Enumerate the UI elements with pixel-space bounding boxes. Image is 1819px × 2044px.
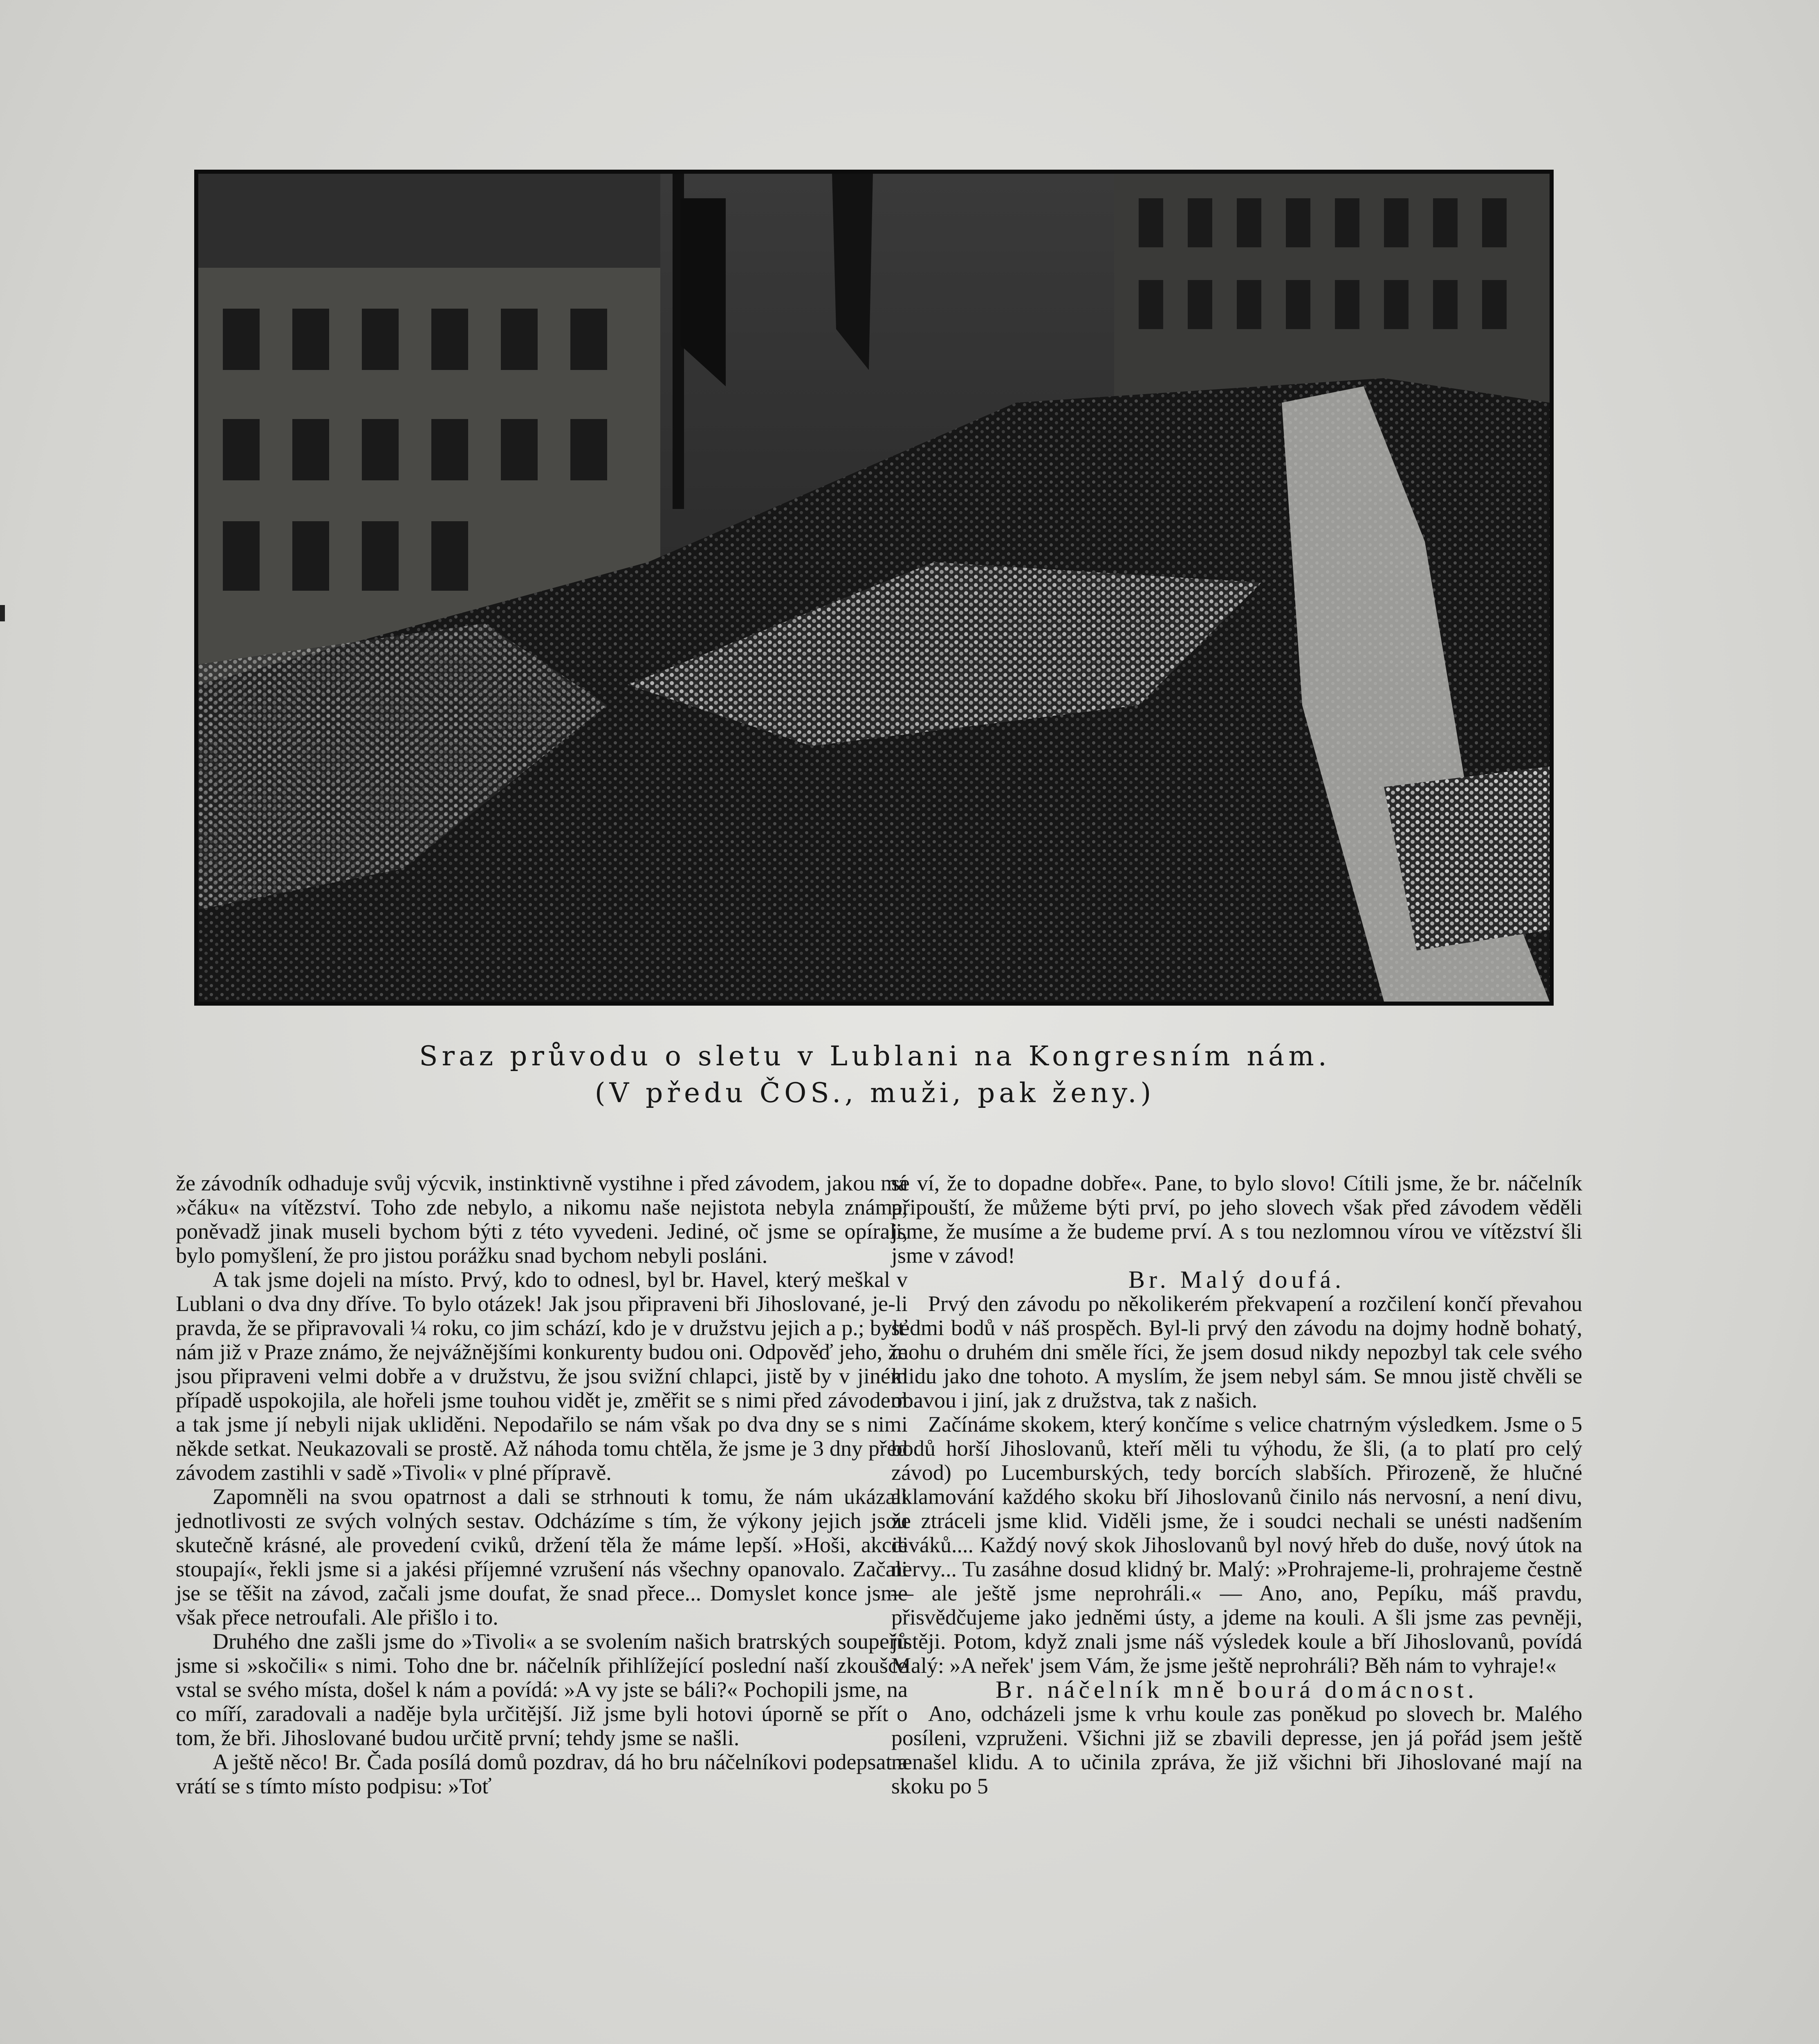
crowd-photograph [194,170,1554,1006]
photo-caption-line2: (V předu ČOS., muži, pak ženy.) [594,1077,1155,1109]
section-heading: Br. Malý doufá. [1128,1266,1345,1293]
photo-crowd-icon [198,174,1550,1002]
paragraph: Prvý den závodu po několikerém překvapení a rozčilení končí převahou sedmi bodů v náš prospěch. Byl-li prvý den závodu na dojmy hodně bohatý, mohu o druhém dni směle říci, že jsem dosud nikdy nepozbyl tak cele svého klidu jako dne tohoto. A myslím, že jsem nebyl sám. Se mnou jistě chvěli se obavou i jiní, jak z družstva, tak z našich. [891,1291,1582,1412]
paragraph: Druhého dne zašli jsme do »Tivoli« a se svolením našich bratrských soupeřů jsme si »skočili« s nimi. Toho dne br. náčelník přihlížející poslední naší zkoušce vstal se svého místa, došel k nám a povídá: »A vy jste se báli?« Pochopili jsme, na co míří, zaradovali a naděje byla určitější. Již jsme byli hotovi úporně se přít o tom, že bři. Jihoslované budou určitě první; tehdy jsme se našli. [176,1629,908,1750]
margin-mark [0,605,5,621]
photo-caption-line1: Sraz průvodu o sletu v Lublani na Kongresním nám. [419,1040,1331,1072]
paragraph: A ještě něco! Br. Čada posílá domů pozdrav, dá ho bru náčelníkovi podepsat a vrátí se s tímto místo podpisu: »Toť [176,1750,908,1798]
left-column [176,1171,908,1798]
paragraph: Začínáme skokem, který končíme s velice chatrným výsledkem. Jsme o 5 bodů horší Jihoslovanů, kteří měli tu výhodu, že šli, (a to platí pro celý závod) po Lucemburských, tedy borcích slabších. Přirozeně, že hlučné aklamování každého skoku bří Jihoslovanů činilo nás nervosní, a není divu, že ztráceli jsme klid. Viděli jsme, že i soudci nechali se unésti nadšením diváků.... Každý nový skok Jihoslovanů byl nový hřeb do duše, nový útok na nervy... Tu zasáhne dosud klidný br. Malý: »Prohrajeme-li, prohrajeme čestně — ale ještě jsme neprohráli.« — Ano, ano, Pepíku, máš pravdu, přisvědčujeme jako jedněmi ústy, a jdeme na kouli. A šli jsme zas pevněji, jistěji. Potom, když znali jsme náš výsledek koule a bří Jihoslovanů, povídá Malý: »A neřek' jsem Vám, že jsme ještě neprohráli? Běh nám to vyhraje!« [891,1412,1582,1678]
section-heading: Br. náčelník mně bourá domácnost. [996,1676,1478,1703]
right-column [891,1171,1582,1798]
paragraph: že závodník odhaduje svůj výcvik, instinktivně vystihne i před závodem, jakou má »čáku« na vítězství. Toho zde nebylo, a nikomu naše nejistota nebyla známa, poněvadž jinak museli bychom býti z této vyvedeni. Jediné, oč jsme se opírali, bylo pomyšlení, že pro jistou porážku snad bychom nebyli posláni. [176,1171,908,1268]
paragraph: Ano, odcházeli jsme k vrhu koule zas poněkud po slovech br. Malého posíleni, vzpruženi. Všichni již se zbavili depresse, jen já pořád jsem ještě nenašel klidu. A to učinila zpráva, že již všichni bři Jihoslované mají na skoku po 5 [891,1701,1582,1798]
paragraph: A tak jsme dojeli na místo. Prvý, kdo to odnesl, byl br. Havel, který meškal v Lublani o dva dny dříve. To bylo otázek! Jak jsou připraveni bři Jihoslované, je-li pravda, že se připravovali ¼ roku, co jim schází, kdo je v družstvu jejich a p.; bylť nám již v Praze známo, že nejvážnějšími konkurenty budou oni. Odpověď jeho, že jsou připraveni velmi dobře a v družstvu, že jsou svižní chlapci, jistě by v jiném případě uspokojila, ale hořeli jsme touhou vidět je, změřit se s nimi před závodem a tak jsme jí nebyli nijak ukliděni. Nepodařilo se nám však po dva dny se s nimi někde setkat. Neukazovali se prostě. Až náhoda tomu chtěla, že jsme je 3 dny před závodem zastihli v sadě »Tivoli« v plné přípravě. [176,1267,908,1485]
paragraph: Zapomněli na svou opatrnost a dali se strhnouti k tomu, že nám ukázali jednotlivosti ze svých volných sestav. Odcházíme s tím, že výkony jejich jsou skutečně krásné, ale provedení cviků, držení těla že máme lepší. »Hoši, akcie stoupají«, řekli jsme si a jakési příjemné vzrušení nás všechny opanovalo. Začali jse se těšit na závod, začali jsme doufat, že snad přece... Domyslet konce jsme však přece netroufali. Ale přišlo i to. [176,1484,908,1629]
paragraph: se ví, že to dopadne dobře«. Pane, to bylo slovo! Cítili jsme, že br. náčelník připouští, že můžeme býti prví, po jeho slovech však před závodem věděli jsme, že musíme a že budeme prví. A s tou nezlomnou vírou ve vítězství šli jsme v závod! [891,1171,1582,1268]
left-roof [198,174,660,268]
